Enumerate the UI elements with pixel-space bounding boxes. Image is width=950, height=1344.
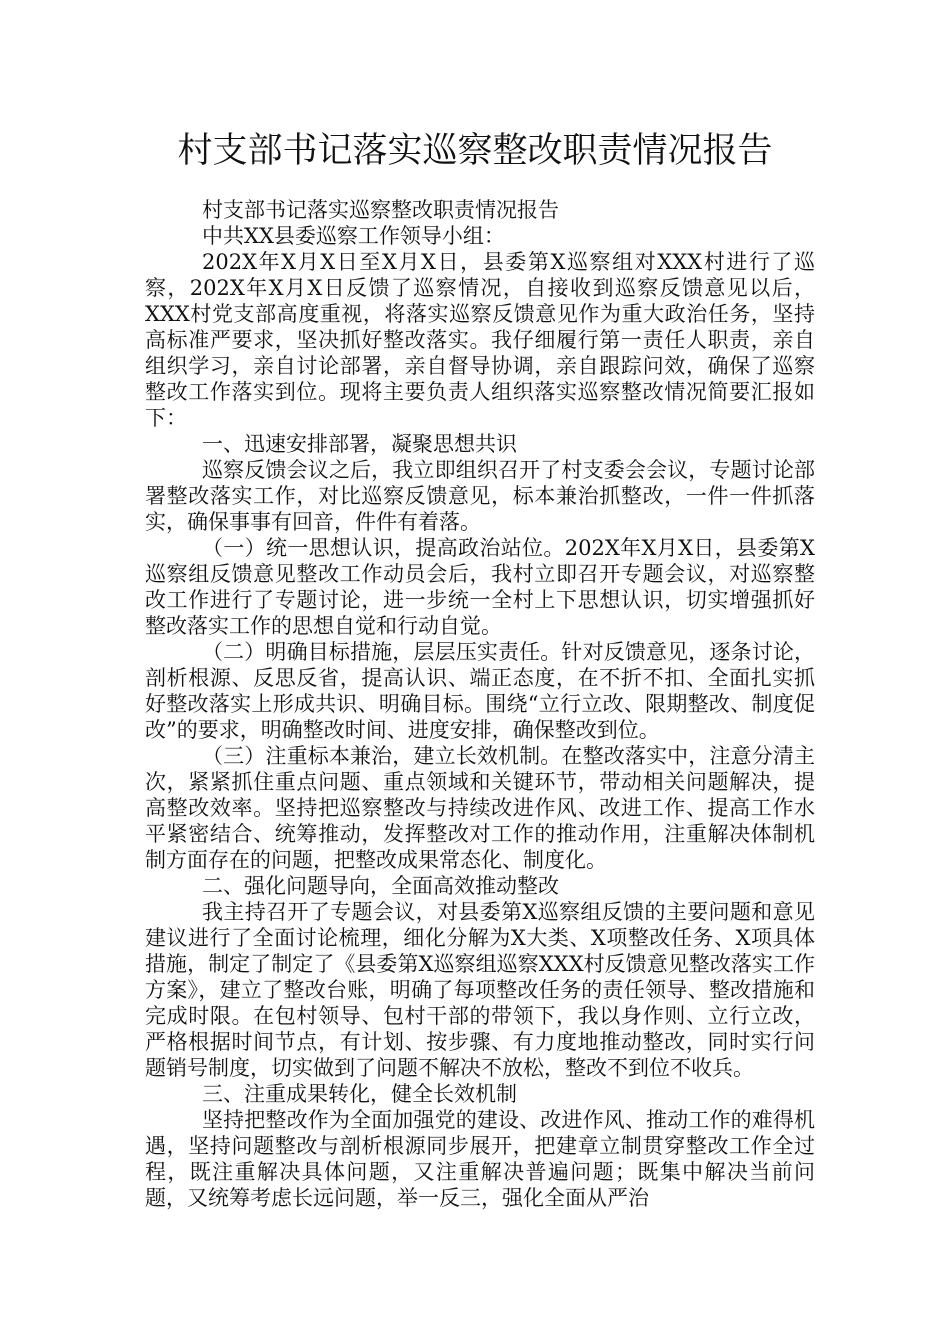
section-1-item-3: （三）注重标本兼治，建立长效机制。在整改落实中，注意分清主次，紧紧抓住重点问题、重点领域和关键环节，带动相关问题解决，提高整改效率。坚持把巡察整改与持续改进作风、改进工作、提高工作水平紧密结合、统筹推动，发挥整改对工作的推动作用，注重解决体制机制方面存在的问题，把整改成果常态化、制度化。 bbox=[145, 744, 815, 872]
body-heading-repeat: 村支部书记落实巡察整改职责情况报告 bbox=[202, 198, 559, 222]
section-heading-1: 一、迅速安排部署，凝聚思想共识 bbox=[202, 432, 517, 456]
section-1-item-1: （一）统一思想认识，提高政治站位。202X年X月X日，县委第X巡察组反馈意见整改工作动员会后，我村立即召开专题会议，对巡察整改工作进行了专题讨论，进一步统一全村上下思想认识，切实增强抓好整改落实工作的思想自觉和行动自觉。 bbox=[145, 536, 815, 638]
section-heading-3: 三、注重成果转化，健全长效机制 bbox=[202, 1082, 517, 1106]
document-title: 村支部书记落实巡察整改职责情况报告 bbox=[177, 131, 773, 171]
section-heading-2: 二、强化问题导向，全面高效推动整改 bbox=[202, 874, 559, 898]
section-2-paragraph: 我主持召开了专题会议，对县委第X巡察组反馈的主要问题和意见建议进行了全面讨论梳理，细化分解为X大类、X项整改任务、X项具体措施，制定了制定了《县委第X巡察组巡察XXX村反馈意见整改落实工作方案》，建立了整改台账，明确了每项整改任务的责任领导、整改措施和完成时限。在包村领导、包村干部的带领下，我以身作则、立行立改，严格根据时间节点，有计划、按步骤、有力度地推动整改，同时实行问题销号制度，切实做到了问题不解决不放松，整改不到位不收兵。 bbox=[145, 900, 815, 1080]
section-1-item-2: （二）明确目标措施，层层压实责任。针对反馈意见，逐条讨论，剖析根源、反思反省，提高认识、端正态度，在不折不扣、全面扎实抓好整改落实上形成共识、明确目标。围绕“立行立改、限期整改、制度促改”的要求，明确整改时间、进度安排，确保整改到位。 bbox=[145, 640, 815, 742]
section-3-paragraph: 坚持把整改作为全面加强党的建设、改进作风、推动工作的难得机遇，坚持问题整改与剖析根源同步展开，把建章立制贯穿整改工作全过程，既注重解决具体问题，又注重解决普遍问题；既集中解决当前问题，又统筹考虑长远问题，举一反三，强化全面从严治 bbox=[145, 1108, 815, 1210]
document-body bbox=[145, 197, 815, 1211]
intro-paragraph: 202X年X月X日至X月X日，县委第X巡察组对XXX村进行了巡察，202X年X月X日反馈了巡察情况，自接收到巡察反馈意见以后，XXX村党支部高度重视，将落实巡察反馈意见作为重大政治任务，坚持高标准严要求，坚决抓好整改落实。我仔细履行第一责任人职责，亲自组织学习，亲自讨论部署，亲自督导协调，亲自跟踪问效，确保了巡察整改工作落实到位。现将主要负责人组织落实巡察整改情况简要汇报如下： bbox=[145, 250, 815, 430]
section-1-paragraph: 巡察反馈会议之后，我立即组织召开了村支委会会议，专题讨论部署整改落实工作，对比巡察反馈意见，标本兼治抓整改，一件一件抓落实，确保事事有回音，件件有着落。 bbox=[145, 458, 815, 534]
salutation: 中共XX县委巡察工作领导小组： bbox=[202, 224, 505, 248]
